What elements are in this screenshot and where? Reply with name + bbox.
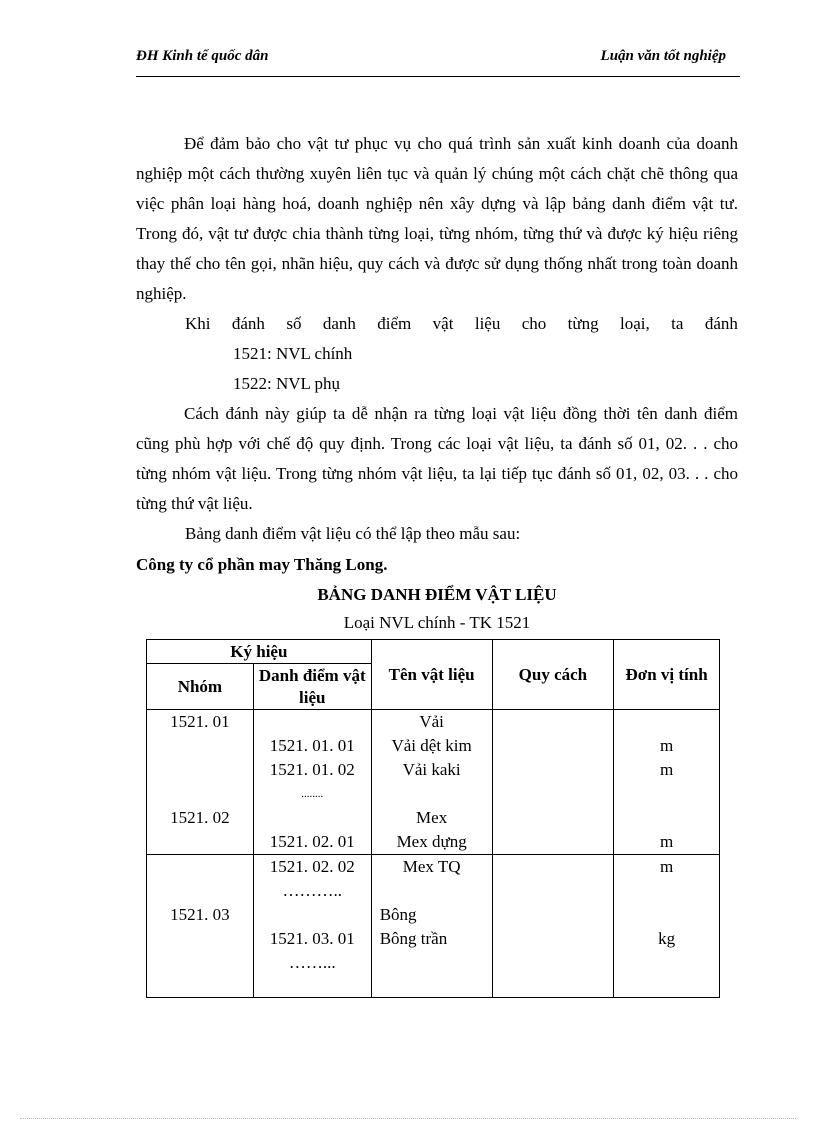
cell-line: Bông trần [379, 929, 448, 948]
header-thesis: Luận văn tốt nghiệp [600, 48, 726, 64]
cell-nhom [147, 710, 254, 855]
cell-line: Vải kaki [402, 760, 461, 779]
word: loại, [620, 314, 650, 333]
header-quy-cach: Quy cách [492, 640, 614, 710]
word: ta [671, 314, 684, 333]
cell-don-vi [614, 710, 720, 855]
header-danh-diem: Danh điểm vật liệu [253, 664, 371, 710]
cell-quy-cach [492, 710, 614, 855]
cell-line [147, 879, 253, 903]
cell-line [614, 879, 719, 903]
cell-line [147, 782, 253, 806]
cell-line: Mex TQ [402, 857, 461, 876]
word: số [286, 314, 302, 333]
table-subtitle: Loại NVL chính - TK 1521 [343, 613, 531, 632]
word: danh [322, 314, 356, 333]
cell-line: ……... [288, 953, 336, 972]
line-khi-danh-so [185, 309, 738, 339]
cell-ten-vat-lieu [371, 855, 492, 998]
company-name: Công ty cổ phần may Thăng Long. [136, 555, 388, 574]
cell-danh-diem [253, 710, 371, 855]
word: đánh [704, 314, 738, 333]
cell-line: Vải [419, 712, 444, 731]
cell-line [254, 903, 371, 927]
cell-line [254, 806, 371, 830]
cell-don-vi [614, 855, 720, 998]
cell-nhom [147, 855, 254, 998]
header-university: ĐH Kinh tế quốc dân [136, 48, 269, 64]
cell-line: ........ [301, 788, 324, 800]
cell-danh-diem [253, 855, 371, 998]
cell-quy-cach [492, 855, 614, 998]
cell-line [254, 710, 371, 734]
paragraph-cach-danh: Cách đánh này giúp ta dễ nhận ra từng loại vật liệu đồng thời tên danh điểm cũng phù hợp với chế độ quy định. Trong các loại vật liệu, ta đánh số 01, 02. . . cho từng nhóm vật liệu. Trong từng nhóm vật liệu, ta lại tiếp tục đánh số 01, 02, 03. . . cho từng thứ vật liệu. [136, 404, 738, 513]
word: vật [432, 314, 454, 333]
cell-line: 1521. 02. 01 [269, 832, 355, 851]
cell-line [147, 855, 253, 879]
cell-line: m [659, 857, 674, 876]
header-nhom: Nhóm [147, 664, 254, 710]
cell-ten-vat-lieu [371, 710, 492, 855]
cell-line: m [659, 832, 674, 851]
cell-line: m [659, 760, 674, 779]
cell-line [372, 879, 492, 903]
paragraph-intro: Để đảm bảo cho vật tư phục vụ cho quá trình sản xuất kinh doanh của doanh nghiệp một cách thường xuyên liên tục và quản lý chúng một cách chặt chẽ thông qua việc phân loại hàng hoá, doanh nghiệp nên xây dựng và lập bảng danh điểm vật tư. Trong đó, vật tư được chia thành từng loại, từng nhóm, từng thứ và được ký hiệu riêng thay thế cho tên gọi, nhãn hiệu, quy cách và được sử dụng thống nhất trong toàn doanh nghiệp. [136, 134, 738, 303]
word: đánh [231, 314, 265, 333]
header-rule [136, 76, 740, 77]
cell-line: 1521. 02 [170, 808, 230, 827]
header-don-vi-tinh: Đơn vị tính [614, 640, 720, 710]
footer-rule [20, 1118, 796, 1119]
table-title: BẢNG DANH ĐIỂM VẬT LIỆU [317, 585, 557, 604]
cell-line: Bông [379, 905, 417, 924]
cell-line [147, 951, 253, 975]
cell-line: Mex dựng [396, 832, 467, 851]
word: Khi [185, 314, 211, 333]
header-ten-vat-lieu: Tên vật liệu [371, 640, 492, 710]
cell-line [147, 734, 253, 758]
cell-line: Vải dệt kim [391, 736, 472, 755]
cell-line: ……….. [282, 881, 343, 900]
header-ky-hieu: Ký hiệu [147, 640, 372, 664]
line-1522: 1522: NVL phụ [233, 374, 341, 393]
cell-line: 1521. 01 [170, 712, 230, 731]
cell-line [614, 903, 719, 927]
cell-line [372, 782, 492, 806]
cell-line [147, 830, 253, 854]
word: từng [567, 314, 599, 333]
cell-line [614, 951, 719, 975]
line-1521: 1521: NVL chính [233, 344, 353, 363]
cell-line [147, 927, 253, 951]
word: liệu [474, 314, 501, 333]
cell-line: m [659, 736, 674, 755]
table-row-block-1 [147, 710, 720, 855]
cell-line [147, 758, 253, 782]
cell-line [614, 782, 719, 806]
cell-line: 1521. 01. 01 [269, 736, 355, 755]
cell-line: 1521. 01. 02 [269, 760, 355, 779]
cell-line [614, 806, 719, 830]
cell-line [614, 710, 719, 734]
cell-line: Mex [416, 808, 448, 827]
cell-line: kg [658, 929, 676, 948]
cell-line [372, 951, 492, 975]
cell-line: 1521. 02. 02 [269, 857, 355, 876]
word: cho [521, 314, 547, 333]
line-bang-danh-diem: Bảng danh điểm vật liệu có thể lập theo mẫu sau: [185, 524, 521, 543]
word: điểm [377, 314, 412, 333]
table-row-block-2 [147, 855, 720, 998]
materials-table [146, 639, 720, 998]
cell-line: 1521. 03. 01 [269, 929, 355, 948]
cell-line: 1521. 03 [170, 905, 230, 924]
